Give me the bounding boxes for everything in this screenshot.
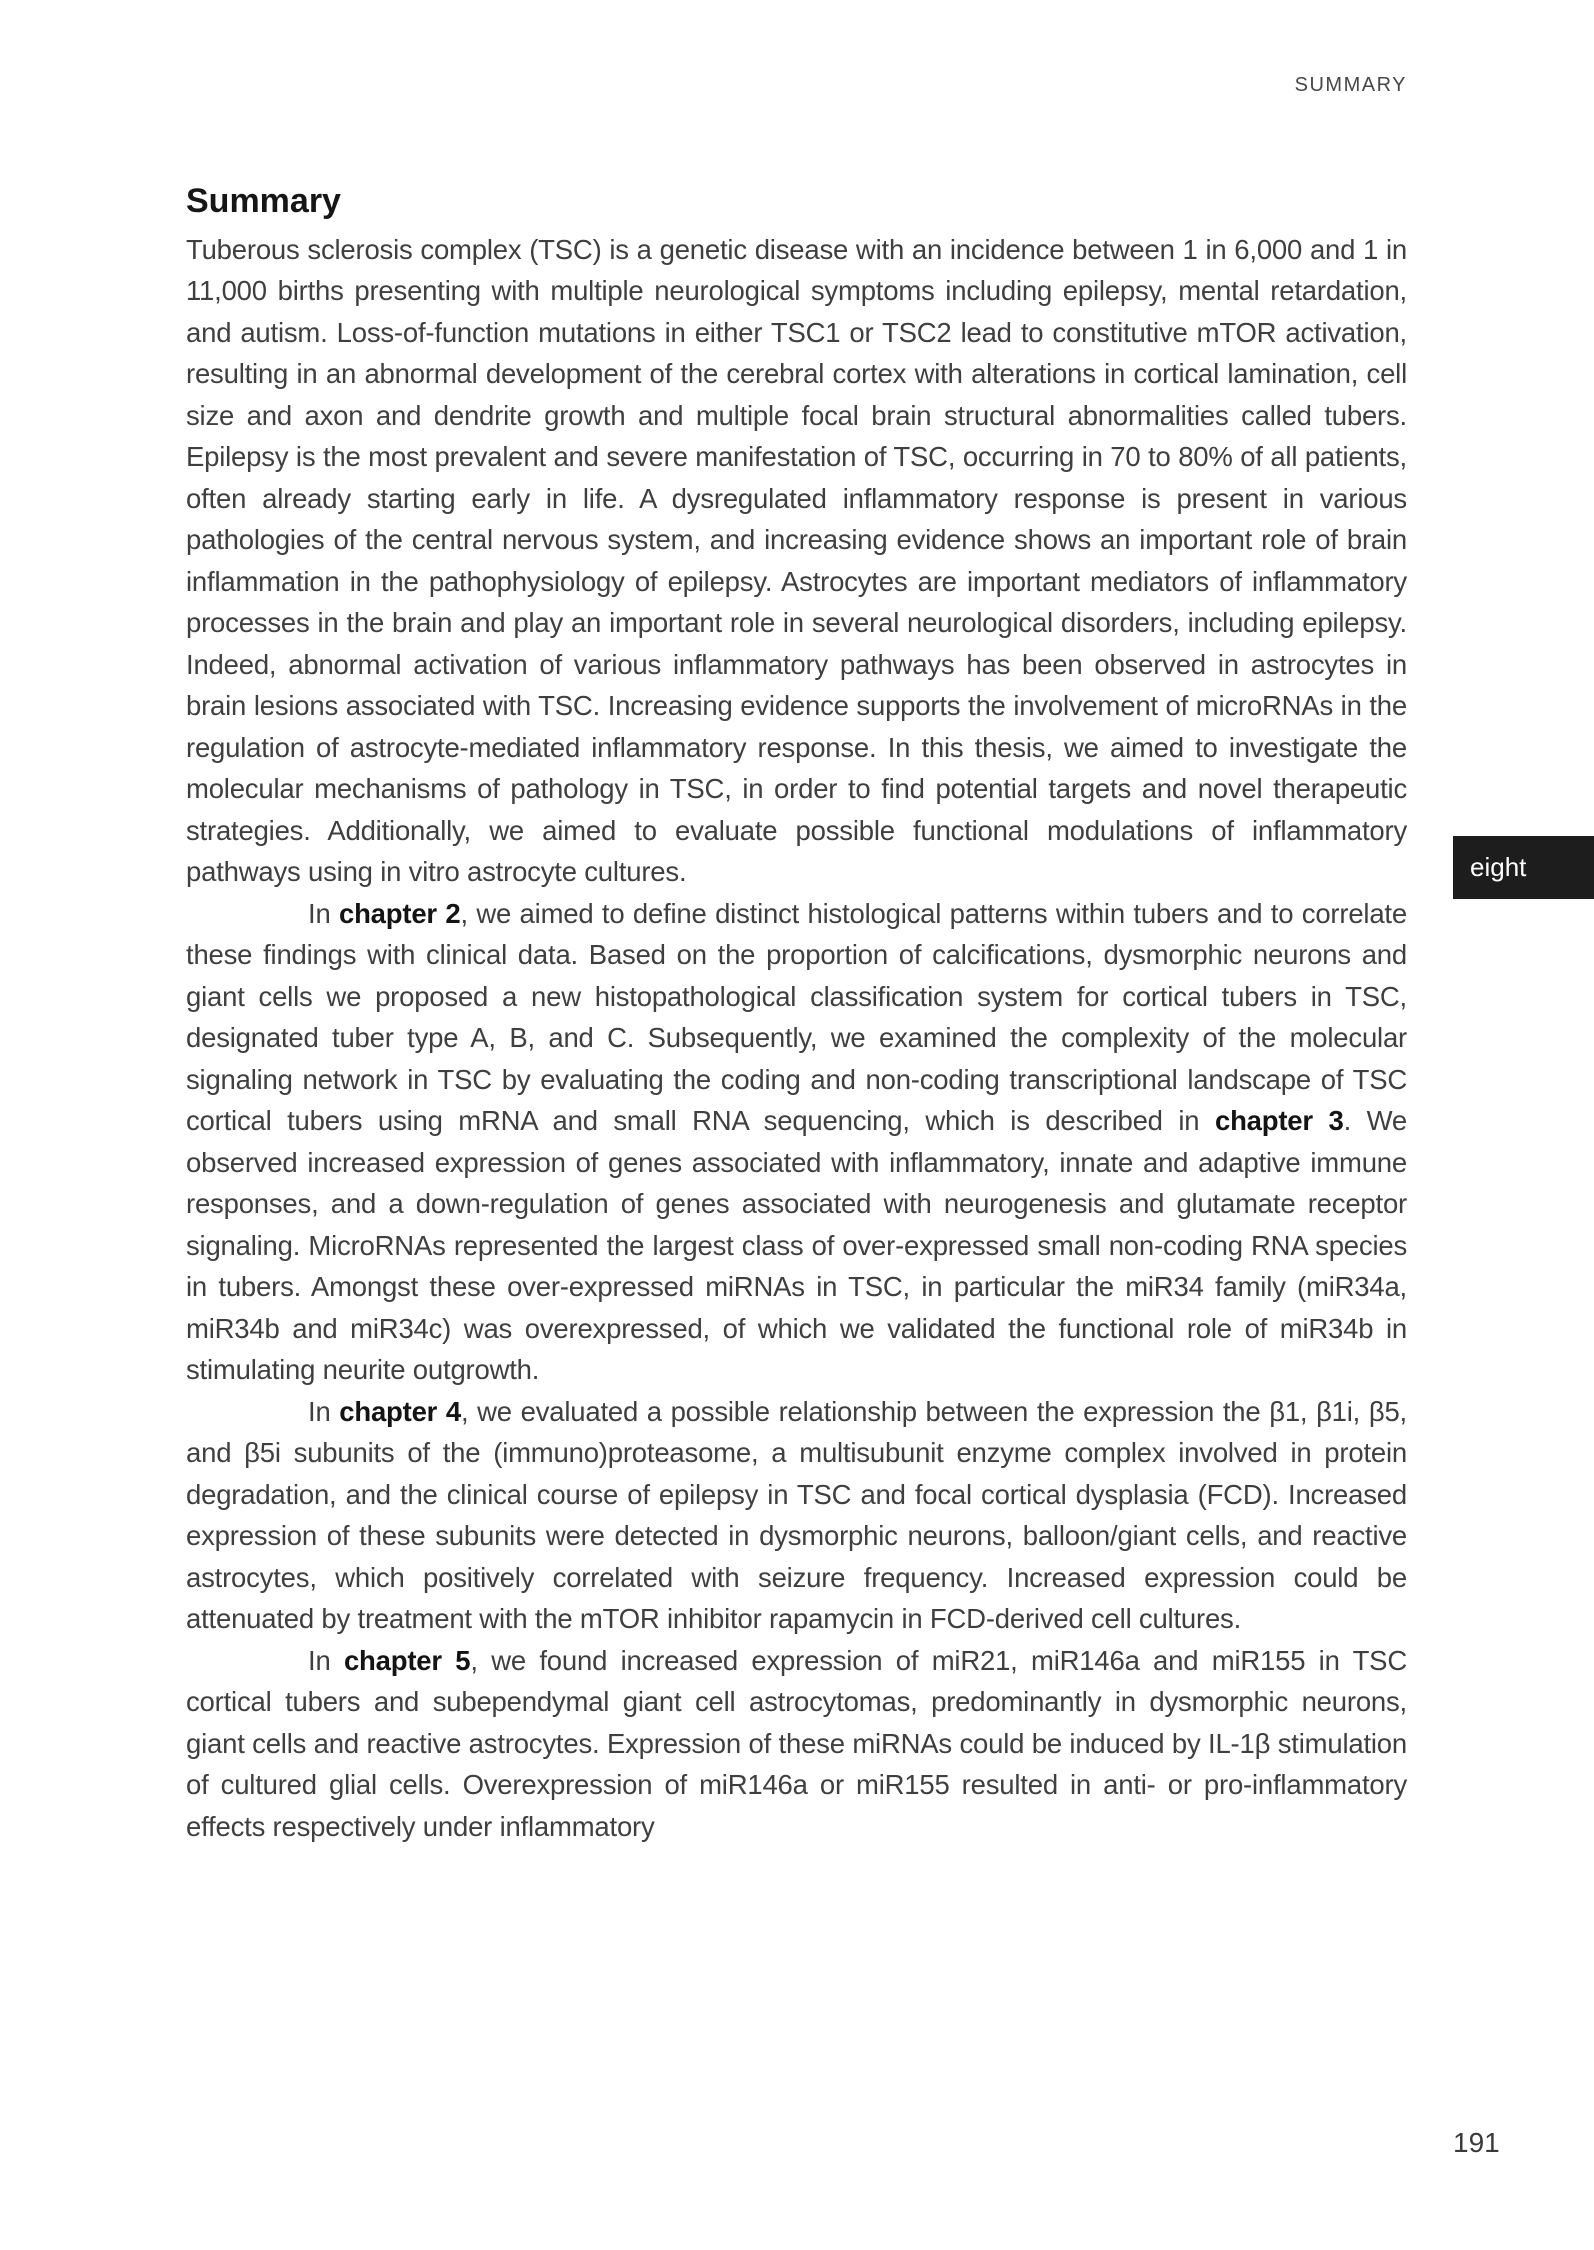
chapter-reference: chapter 5 xyxy=(343,1644,471,1676)
text-block xyxy=(186,180,1407,1847)
paragraph: Tuberous sclerosis complex (TSC) is a genetic disease with an incidence between 1 in 6,000 and 1 in 11,000 births presenting with multiple neurological symptoms including epilepsy, mental retardation, and autism. Loss-of-function mutations in either TSC1 or TSC2 lead to constitutive mTOR activation, resulting in an abnormal development of the cerebral cortex with alterations in cortical lamination, cell size and axon and dendrite growth and multiple focal brain structural abnormalities called tubers. Epilepsy is the most prevalent and severe manifestation of TSC, occurring in 70 to 80% of all patients, often already starting early in life. A dysregulated inflammatory response is present in various pathologies of the central nervous system, and increasing evidence shows an important role of brain inflammation in the pathophysiology of epilepsy. Astrocytes are important mediators of inflammatory processes in the brain and play an important role in several neurological disorders, including epilepsy. Indeed, abnormal activation of various inflammatory pathways has been observed in astrocytes in brain lesions associated with TSC. Increasing evidence supports the involvement of microRNAs in the regulation of astrocyte-mediated inflammatory response. In this thesis, we aimed to investigate the molecular mechanisms of pathology in TSC, in order to find potential targets and novel therapeutic strategies. Additionally, we aimed to evaluate possible functional modulations of inflammatory pathways using in vitro astrocyte cultures. xyxy=(186,233,1407,887)
chapter-reference: chapter 2 xyxy=(338,897,461,929)
chapter-side-tab-label: eight xyxy=(1470,852,1527,882)
page-title: Summary xyxy=(186,182,341,220)
body-text xyxy=(186,229,1407,1848)
chapter-reference: chapter 3 xyxy=(1214,1105,1344,1136)
paragraph: In chapter 5, we found increased expression of miR21, miR146a and miR155 in TSC cortical tubers and subependymal giant cell astrocytomas, predominantly in dysmorphic neurons, giant cells and reactive astrocytes. Expression of these miRNAs could be induced by IL-1β stimulation of cultured glial cells. Overexpression of miR146a or miR155 resulted in anti- or pro-inflammatory effects respectively under inflammatory xyxy=(186,1644,1407,1842)
paragraph: In chapter 4, we evaluated a possible relationship between the expression the β1, β1i, β5, and β5i subunits of the (immuno)proteasome, a multisubunit enzyme complex involved in protein degradation, and the clinical course of epilepsy in TSC and focal cortical dysplasia (FCD). Increased expression of these subunits were detected in dysmorphic neurons, balloon/giant cells, and reactive astrocytes, which positively correlated with seizure frequency. Increased expression could be attenuated by treatment with the mTOR inhibitor rapamycin in FCD-derived cell cultures. xyxy=(186,1395,1407,1634)
chapter-side-tab xyxy=(1453,836,1594,899)
page-number: 191 xyxy=(1453,2127,1500,2158)
paragraph: In chapter 2, we aimed to define distinct histological patterns within tubers and to correlate these findings with clinical data. Based on the proportion of calcifications, dysmorphic neurons and giant cells we proposed a new histopathological classification system for cortical tubers in TSC, designated tuber type A, B, and C. Subsequently, we examined the complexity of the molecular signaling network in TSC by evaluating the coding and non-coding transcriptional landscape of TSC cortical tubers using mRNA and small RNA sequencing, which is described in chapter 3. We observed increased expression of genes associated with inflammatory, innate and adaptive immune responses, and a down-regulation of genes associated with neurogenesis and glutamate receptor signaling. MicroRNAs represented the largest class of over-expressed small non-coding RNA species in tubers. Amongst these over-expressed miRNAs in TSC, in particular the miR34 family (miR34a, miR34b and miR34c) was overexpressed, of which we validated the functional role of miR34b in stimulating neurite outgrowth. xyxy=(186,897,1407,1385)
running-header: SUMMARY xyxy=(1294,74,1407,96)
chapter-reference: chapter 4 xyxy=(339,1395,461,1427)
